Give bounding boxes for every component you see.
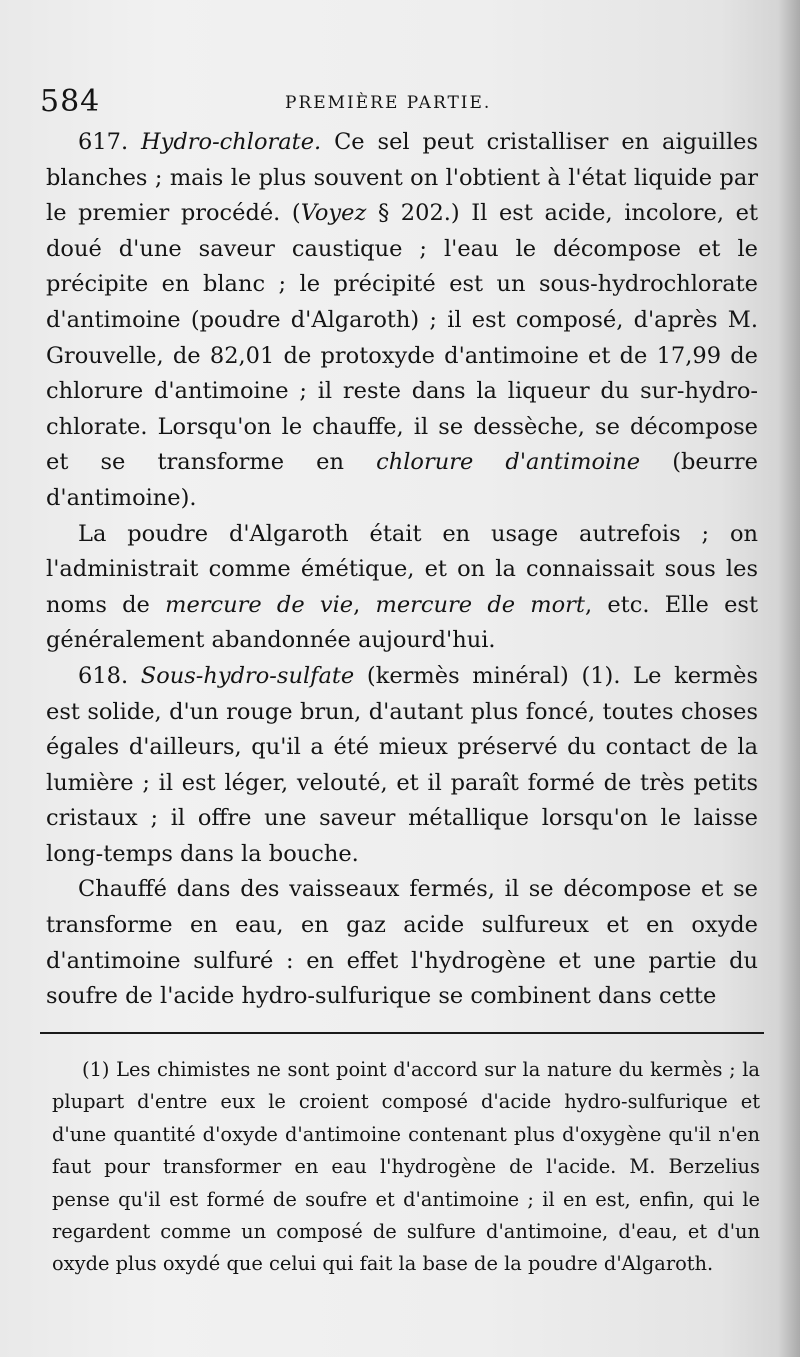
page-edge-shadow	[778, 0, 800, 1357]
section-title: Sous-hydro-sulfate	[140, 662, 355, 689]
page-number: 584	[40, 84, 101, 119]
paragraph-618: 618. Sous-hydro-sulfate (kermès minéral) (1). Le kermès est solide, d'un rouge brun, d'autant plus foncé, toutes choses égales d'ailleurs, qu'il a été mieux préservé du contact de la lumière ; il est léger, velouté, et il paraît formé de très petits cristaux ; il offre une saveur métallique lorsqu'on le laisse long-temps dans la bouche.	[46, 662, 758, 867]
footnote-rule	[40, 1032, 764, 1034]
paragraph-algaroth: La poudre d'Algaroth était en usage autrefois ; on l'administrait comme émétique, et on la connaissait sous les noms de mercure de vie, mercure de mort, etc. Elle est généralement abandonnée aujourd'hui.	[46, 520, 758, 654]
main-text	[46, 125, 758, 1015]
paragraph-chauffe: Chauffé dans des vaisseaux fermés, il se décompose et se transforme en eau, en gaz acide sulfureux et en oxyde d'antimoine sulfuré : en effet l'hydrogène et une partie du soufre de l'acide hydro-sulfurique se combinent dans cette	[46, 876, 758, 1010]
section-title: Hydro-chlorate.	[141, 129, 322, 155]
footnote	[52, 1054, 760, 1281]
section-number: 618.	[78, 662, 129, 689]
paragraph-617: 617. Hydro-chlorate. Ce sel peut cristalliser en aiguilles blanches ; mais le plus souvent on l'obtient à l'état liquide par le premier procédé. (Voyez § 202.) Il est acide, incolore, et doué d'une saveur caustique ; l'eau le décompose et le précipite en blanc ; le précipité est un sous-hydrochlorate d'antimoine (poudre d'Algaroth) ; il est composé, d'après M. Grouvelle, de 82,01 de protoxyde d'antimoine et de 17,99 de chlorure d'antimoine ; il reste dans la liqueur du sur-hydro-chlorate. Lorsqu'on le chauffe, il se dessèche, se décompose et se transforme en chlorure d'antimoine (beurre d'antimoine).	[46, 129, 759, 511]
page-header	[40, 82, 760, 122]
footnote-text: (1) Les chimistes ne sont point d'accord sur la nature du kermès ; la plupart d'entre eux le croient composé d'acide hydro-sulfurique et d'une quantité d'oxyde d'antimoine contenant plus d'oxygène qu'il n'en faut pour transformer en eau l'hydrogène de l'acide. M. Berzelius pense qu'il est formé de soufre et d'antimoine ; il en est, enfin, qui le regardent comme un composé de sulfure d'antimoine, d'eau, et d'un oxyde plus oxydé que celui qui fait la base de la poudre d'Algaroth.	[52, 1058, 760, 1276]
running-head: PREMIÈRE PARTIE.	[285, 93, 492, 113]
section-number: 617.	[78, 129, 129, 155]
